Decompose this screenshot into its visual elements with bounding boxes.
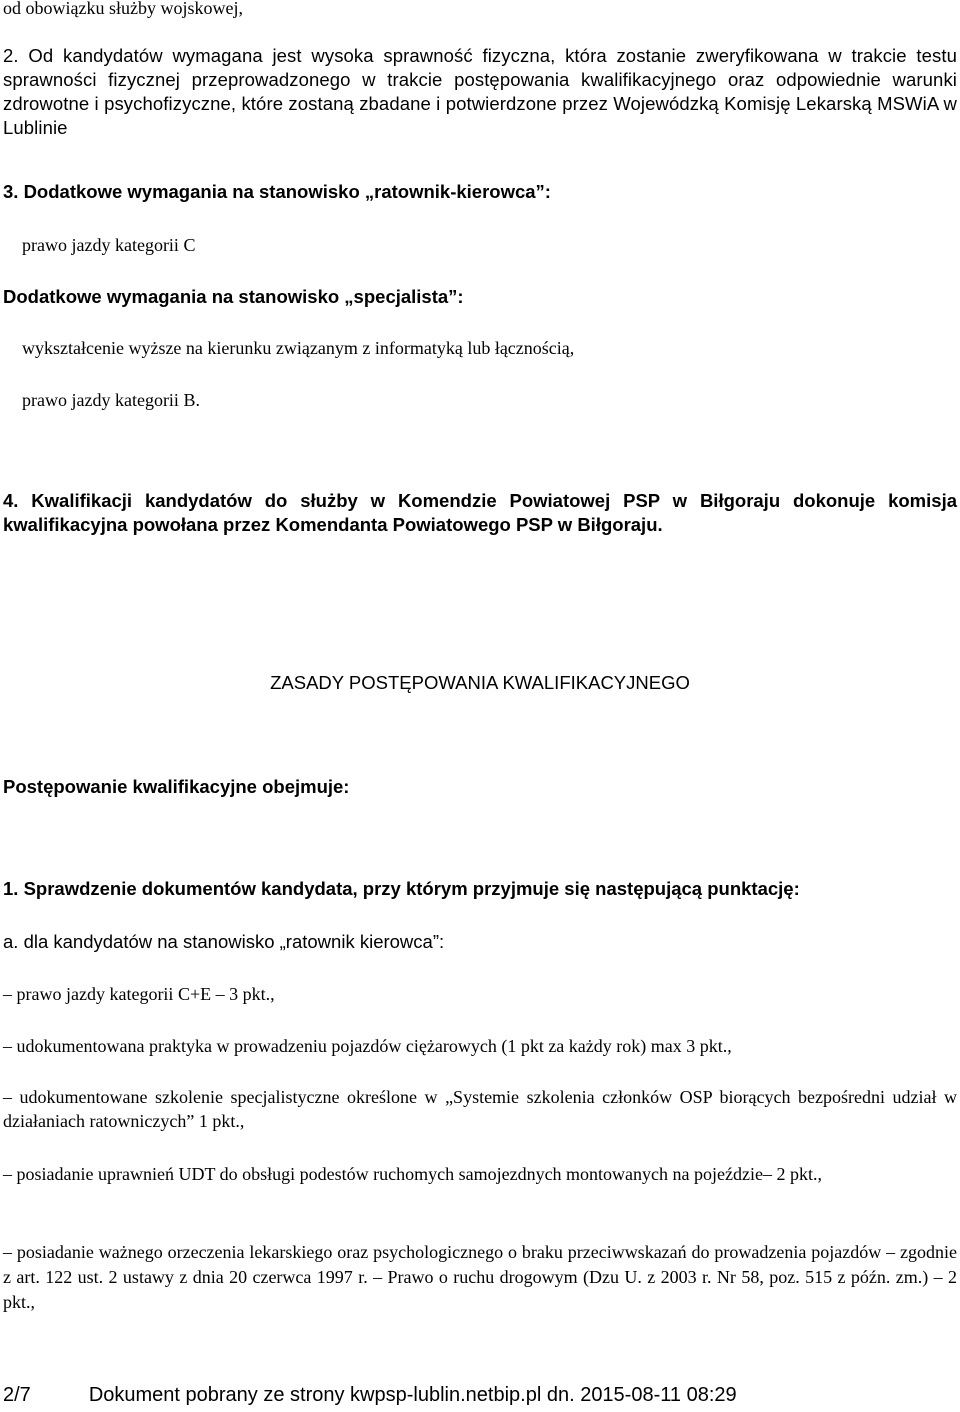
specialist-item-education: wykształcenie wyższe na kierunku związanym z informatyką lub łącznością,: [22, 338, 575, 358]
requirement-3-item: prawo jazdy kategorii C: [22, 235, 196, 255]
requirement-3-heading: 3. Dodatkowe wymagania na stanowisko „ratownik-kierowca”:: [3, 181, 551, 202]
page-number: 2/7: [3, 1384, 31, 1406]
requirement-4-paragraph: 4. Kwalifikacji kandydatów do służby w Komendzie Powiatowej PSP w Biłgoraju dokonuje komisja kwalifikacyjna powołana przez Komendanta Powiatowego PSP w Biłgoraju.: [3, 490, 957, 535]
section-title: ZASADY POSTĘPOWANIA KWALIFIKACYJNEGO: [270, 672, 690, 693]
points-item: – posiadanie ważnego orzeczenia lekarskiego oraz psychologicznego o braku przeciwwskazań do prowadzenia pojazdów – zgodnie z art. 122 ust. 2 ustawy z dnia 20 czerwca 1997 r. – Prawo o ruchu drogowym (Dzu U. z 2003 r. Nr 58, poz. 515 z późn. zm.) – 2 pkt.,: [3, 1242, 957, 1312]
points-item: – udokumentowane szkolenie specjalistyczne określone w „Systemie szkolenia członków OSP biorących bezpośredni udział w działaniach ratowniczych” 1 pkt.,: [3, 1087, 957, 1131]
points-item: – prawo jazdy kategorii C+E – 3 pkt.,: [3, 984, 275, 1004]
page-footer: [3, 1384, 737, 1407]
specialist-heading: Dodatkowe wymagania na stanowisko „specjalista”:: [3, 286, 464, 307]
step-1a-heading: a. dla kandydatów na stanowisko „ratownik kierowca”:: [3, 931, 445, 952]
procedure-heading: Postępowanie kwalifikacyjne obejmuje:: [3, 776, 350, 797]
points-item: – udokumentowana praktyka w prowadzeniu pojazdów ciężarowych (1 pkt za każdy rok) max 3 pkt.,: [3, 1036, 732, 1056]
step-1-heading: 1. Sprawdzenie dokumentów kandydata, przy którym przyjmuje się następującą punktację:: [3, 878, 800, 899]
specialist-item-license: prawo jazdy kategorii B.: [22, 390, 200, 410]
requirement-2-paragraph: 2. Od kandydatów wymagana jest wysoka sprawność fizyczna, która zostanie zweryfikowana w trakcie testu sprawności fizycznej przeprowadzonego w trakcie postępowania kwalifikacyjnego oraz odpowiednie warunki zdrowotne i psychofizyczne, które zostaną zbadane i potwierdzone przez Wojewódzką Komisję Lekarską MSWiA w Lublinie: [3, 45, 957, 138]
points-item: – posiadanie uprawnień UDT do obsługi podestów ruchomych samojezdnych montowanych na pojeździe– 2 pkt.,: [3, 1164, 822, 1184]
download-note: Dokument pobrany ze strony kwpsp-lublin.netbip.pl dn. 2015-08-11 08:29: [88, 1384, 737, 1406]
continuation-line: od obowiązku służby wojskowej,: [3, 0, 243, 18]
